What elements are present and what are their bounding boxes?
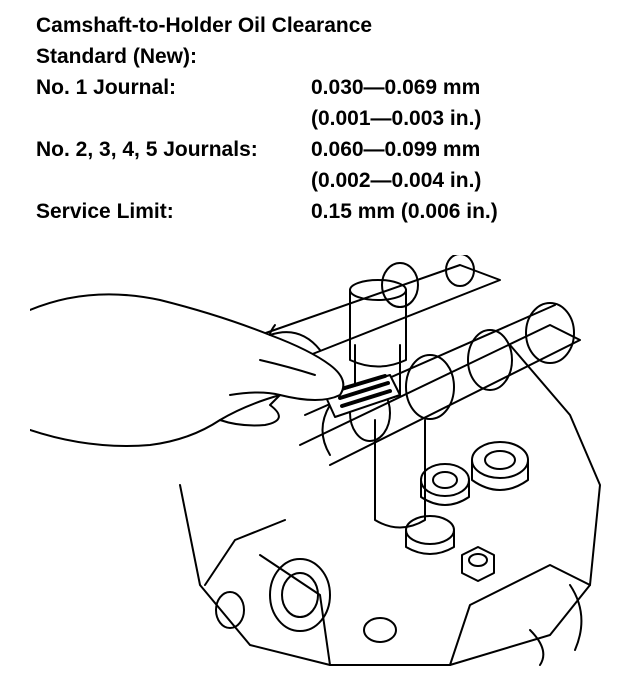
spec-value: 0.15 mm (0.006 in.)	[311, 200, 498, 223]
spec-value: (0.001—0.003 in.)	[311, 107, 482, 130]
spec-subtitle: Standard (New):	[36, 45, 198, 68]
spec-row-service-limit	[36, 196, 616, 227]
spec-title: Camshaft-to-Holder Oil Clearance	[36, 14, 373, 37]
spec-label: No. 2, 3, 4, 5 Journals:	[36, 138, 258, 161]
spec-block	[36, 10, 616, 227]
spec-value: (0.002—0.004 in.)	[311, 169, 482, 192]
spec-row-journal-1-in	[36, 103, 616, 134]
spec-row-journals-2-5-in	[36, 165, 616, 196]
spec-title-line-2	[36, 41, 616, 72]
rear-camshaft-icon	[260, 255, 500, 357]
spec-label: No. 1 Journal:	[36, 76, 177, 99]
spec-value: 0.030—0.069 mm	[311, 76, 481, 99]
illustration-svg	[30, 255, 630, 675]
spec-row-journal-1	[36, 72, 616, 103]
spec-row-journals-2-5	[36, 134, 616, 165]
camshaft-plastigage-illustration	[30, 255, 630, 675]
spec-title-line-1	[36, 10, 616, 41]
hand-icon	[30, 294, 343, 446]
spec-label: Service Limit:	[36, 200, 174, 223]
bolt-icon	[462, 547, 494, 581]
spec-value: 0.060—0.099 mm	[311, 138, 481, 161]
